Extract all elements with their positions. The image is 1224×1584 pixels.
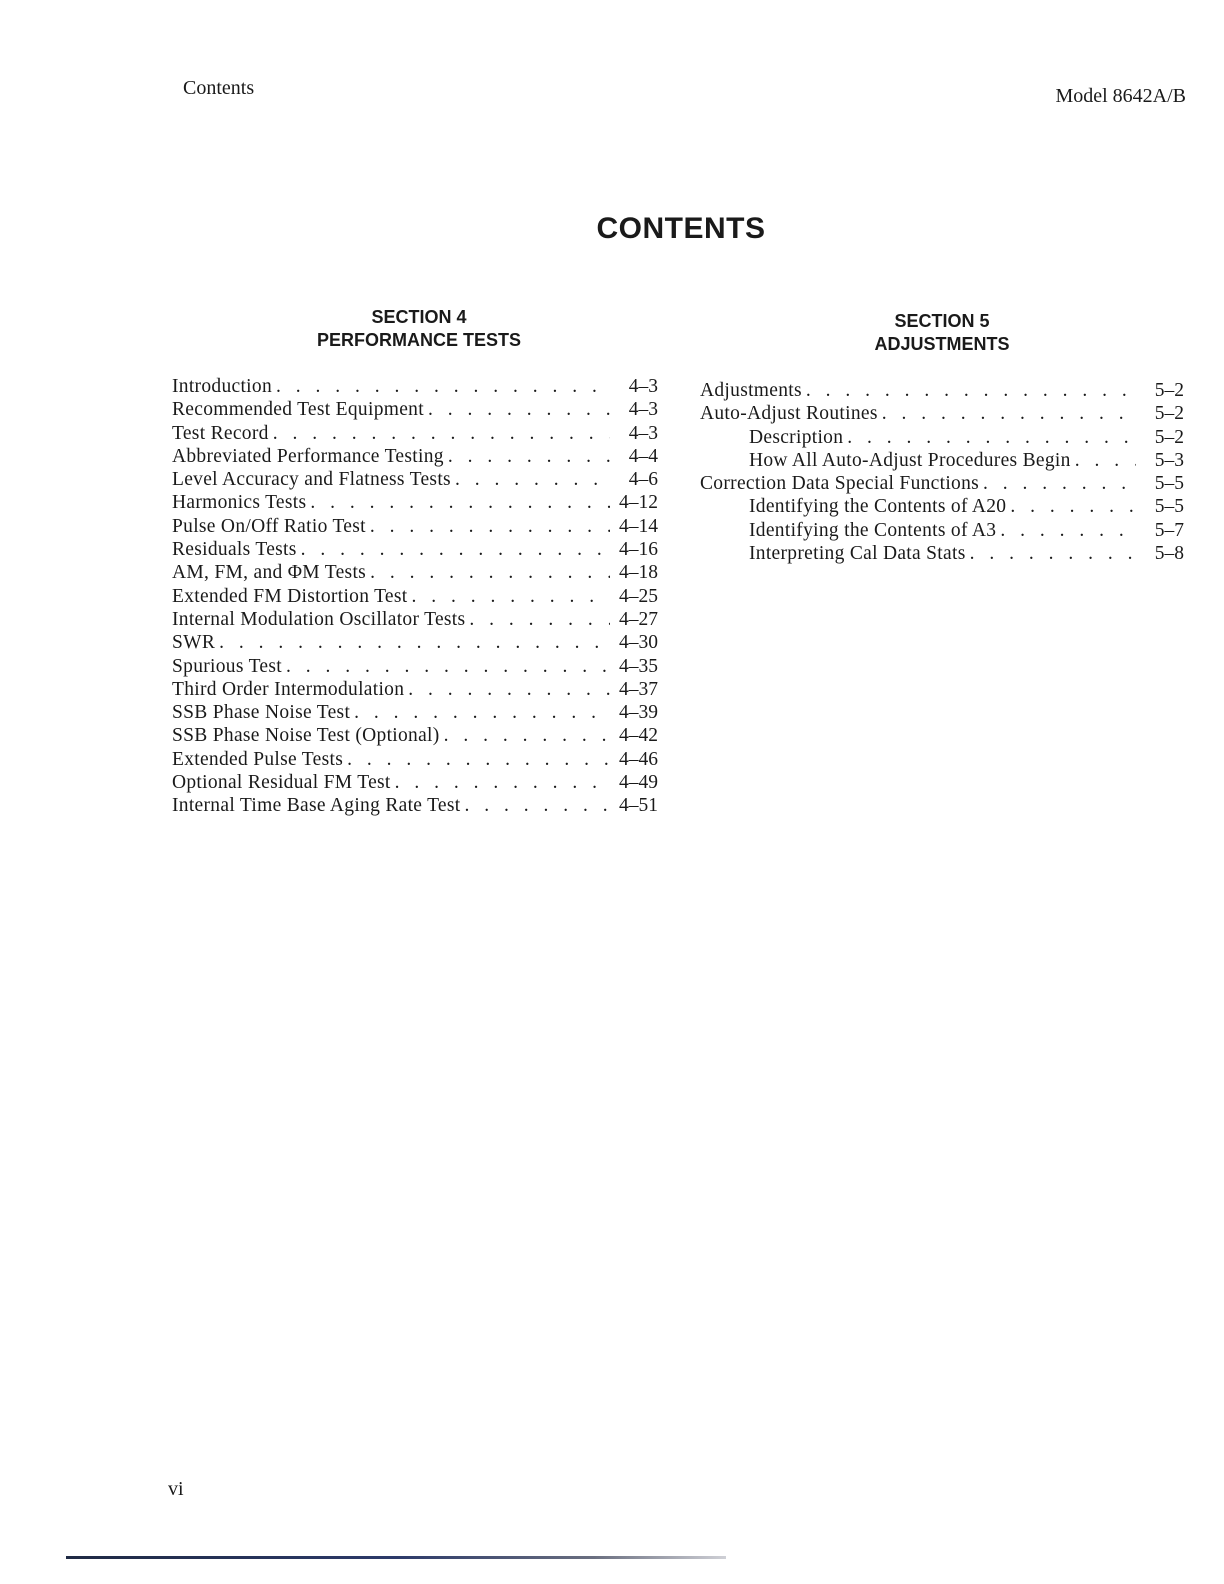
toc-entry-title: Test Record xyxy=(172,422,269,444)
section-5-entry-list xyxy=(700,379,1184,565)
toc-entry-title: AM, FM, and ΦM Tests xyxy=(172,562,367,584)
dot-leader xyxy=(465,794,611,817)
toc-entry-title: Internal Modulation Oscillator Tests xyxy=(172,608,466,630)
toc-entry xyxy=(172,491,658,514)
toc-entry xyxy=(172,398,658,421)
toc-entry-title: Correction Data Special Functions xyxy=(700,473,980,495)
toc-entry-page: 5–2 xyxy=(1154,403,1184,425)
toc-entry-page: 4–16 xyxy=(619,539,658,561)
toc-entry-page: 5–5 xyxy=(1154,496,1184,518)
toc-entry-page: 4–51 xyxy=(619,795,658,817)
dot-leader xyxy=(428,398,610,421)
toc-entry xyxy=(172,585,658,608)
toc-entry-title: Pulse On/Off Ratio Test xyxy=(172,515,366,537)
dot-leader xyxy=(455,468,610,491)
toc-entry-page: 5–2 xyxy=(1154,380,1184,401)
toc-entry-page: 4–25 xyxy=(619,585,658,607)
dot-leader xyxy=(286,655,610,678)
page-title: CONTENTS xyxy=(596,212,766,245)
toc-entry-title: Description xyxy=(749,426,844,448)
toc-entry-page: 5–2 xyxy=(1154,426,1184,448)
dot-leader xyxy=(310,491,610,514)
dot-leader xyxy=(1000,519,1136,542)
toc-entry-title: Third Order Intermodulation xyxy=(172,678,405,700)
toc-entry-title: SWR xyxy=(172,632,216,654)
section-5-toc xyxy=(700,310,1184,565)
dot-leader xyxy=(276,375,610,398)
toc-entry xyxy=(700,542,1184,565)
toc-entry xyxy=(700,402,1184,425)
toc-entry-page: 4–6 xyxy=(628,469,658,491)
toc-entry-page: 5–3 xyxy=(1154,449,1184,471)
toc-entry-title: Level Accuracy and Flatness Tests xyxy=(172,469,451,491)
toc-entry-page: 4–3 xyxy=(628,399,658,421)
toc-entry xyxy=(172,608,658,631)
section-4-entry-list xyxy=(172,375,658,818)
toc-entry-page: 4–14 xyxy=(619,515,658,537)
toc-entry-title: Introduction xyxy=(172,376,272,397)
toc-entry xyxy=(172,771,658,794)
toc-entry xyxy=(700,426,1184,449)
toc-entry-title: Optional Residual FM Test xyxy=(172,772,391,794)
dot-leader xyxy=(354,701,610,724)
dot-leader xyxy=(301,538,610,561)
toc-entry-page: 4–12 xyxy=(619,492,658,514)
toc-entry-title: SSB Phase Noise Test (Optional) xyxy=(172,725,440,747)
toc-entry xyxy=(172,515,658,538)
toc-entry-page: 4–30 xyxy=(619,632,658,654)
running-header-left: Contents xyxy=(183,77,255,99)
page-folio: vi xyxy=(168,1478,184,1500)
toc-entry-title: Identifying the Contents of A20 xyxy=(749,496,1007,518)
toc-entry xyxy=(172,375,658,398)
toc-entry-page: 5–8 xyxy=(1154,543,1184,565)
section-4-name: PERFORMANCE TESTS xyxy=(316,330,521,350)
toc-entry-page: 5–5 xyxy=(1154,473,1184,495)
dot-leader xyxy=(412,585,611,608)
toc-entry-page: 4–18 xyxy=(619,562,658,584)
toc-entry-page: 4–37 xyxy=(619,678,658,700)
toc-entry-page: 4–3 xyxy=(628,376,658,397)
section-5-name: ADJUSTMENTS xyxy=(874,334,1010,354)
running-header-right: Model 8642A/B xyxy=(1055,85,1186,107)
section-4-toc xyxy=(172,306,658,818)
dot-leader xyxy=(469,608,610,631)
toc-entry-title: Adjustments xyxy=(700,380,802,401)
toc-entry xyxy=(172,678,658,701)
toc-entry-page: 4–39 xyxy=(619,702,658,724)
section-4-number: SECTION 4 xyxy=(371,307,467,327)
dot-leader xyxy=(273,422,610,445)
section-4-heading xyxy=(172,306,666,352)
section-5-heading xyxy=(700,310,1184,356)
toc-entry xyxy=(700,519,1184,542)
toc-entry-page: 4–4 xyxy=(628,445,658,467)
toc-entry xyxy=(172,631,658,654)
toc-entry xyxy=(172,468,658,491)
toc-entry xyxy=(172,701,658,724)
toc-entry-page: 5–7 xyxy=(1154,519,1184,541)
toc-entry-title: Spurious Test xyxy=(172,655,282,677)
dot-leader xyxy=(847,426,1136,449)
dot-leader xyxy=(970,542,1136,565)
bottom-scan-rule xyxy=(66,1556,726,1559)
toc-entry-title: Internal Time Base Aging Rate Test xyxy=(172,795,461,817)
dot-leader xyxy=(219,631,610,654)
toc-entry-title: Abbreviated Performance Testing xyxy=(172,445,444,467)
dot-leader xyxy=(444,724,610,747)
dot-leader xyxy=(370,515,610,538)
toc-entry-page: 4–46 xyxy=(619,748,658,770)
toc-entry xyxy=(172,422,658,445)
toc-entry-title: How All Auto-Adjust Procedures Begin xyxy=(749,449,1071,471)
toc-entry-title: Recommended Test Equipment xyxy=(172,399,424,421)
toc-entry-title: Auto-Adjust Routines xyxy=(700,403,878,425)
dot-leader xyxy=(347,748,610,771)
toc-entry-title: Residuals Tests xyxy=(172,539,297,561)
toc-entry-page: 4–42 xyxy=(619,725,658,747)
dot-leader xyxy=(1010,495,1136,518)
toc-entry xyxy=(172,724,658,747)
toc-entry-title: Harmonics Tests xyxy=(172,492,307,514)
toc-entry xyxy=(172,561,658,584)
toc-entry xyxy=(172,445,658,468)
toc-entry-title: Interpreting Cal Data Stats xyxy=(749,543,966,565)
dot-leader xyxy=(983,472,1136,495)
toc-entry xyxy=(172,748,658,771)
dot-leader xyxy=(408,678,610,701)
toc-entry xyxy=(700,495,1184,518)
toc-entry-title: Extended Pulse Tests xyxy=(172,748,344,770)
toc-entry-page: 4–35 xyxy=(619,655,658,677)
dot-leader xyxy=(395,771,610,794)
toc-entry xyxy=(700,472,1184,495)
toc-entry xyxy=(700,379,1184,402)
toc-entry-page: 4–49 xyxy=(619,772,658,794)
toc-entry xyxy=(172,655,658,678)
toc-entry-title: Extended FM Distortion Test xyxy=(172,585,408,607)
toc-entry xyxy=(172,538,658,561)
toc-entry-page: 4–27 xyxy=(619,608,658,630)
dot-leader xyxy=(448,445,610,468)
dot-leader xyxy=(1075,449,1136,472)
dot-leader xyxy=(882,402,1136,425)
toc-entry xyxy=(700,449,1184,472)
toc-entry-title: Identifying the Contents of A3 xyxy=(749,519,997,541)
toc-entry-title: SSB Phase Noise Test xyxy=(172,702,351,724)
section-5-number: SECTION 5 xyxy=(894,311,990,331)
dot-leader xyxy=(370,561,610,584)
toc-entry-page: 4–3 xyxy=(628,422,658,444)
toc-entry xyxy=(172,794,658,817)
dot-leader xyxy=(806,379,1136,402)
